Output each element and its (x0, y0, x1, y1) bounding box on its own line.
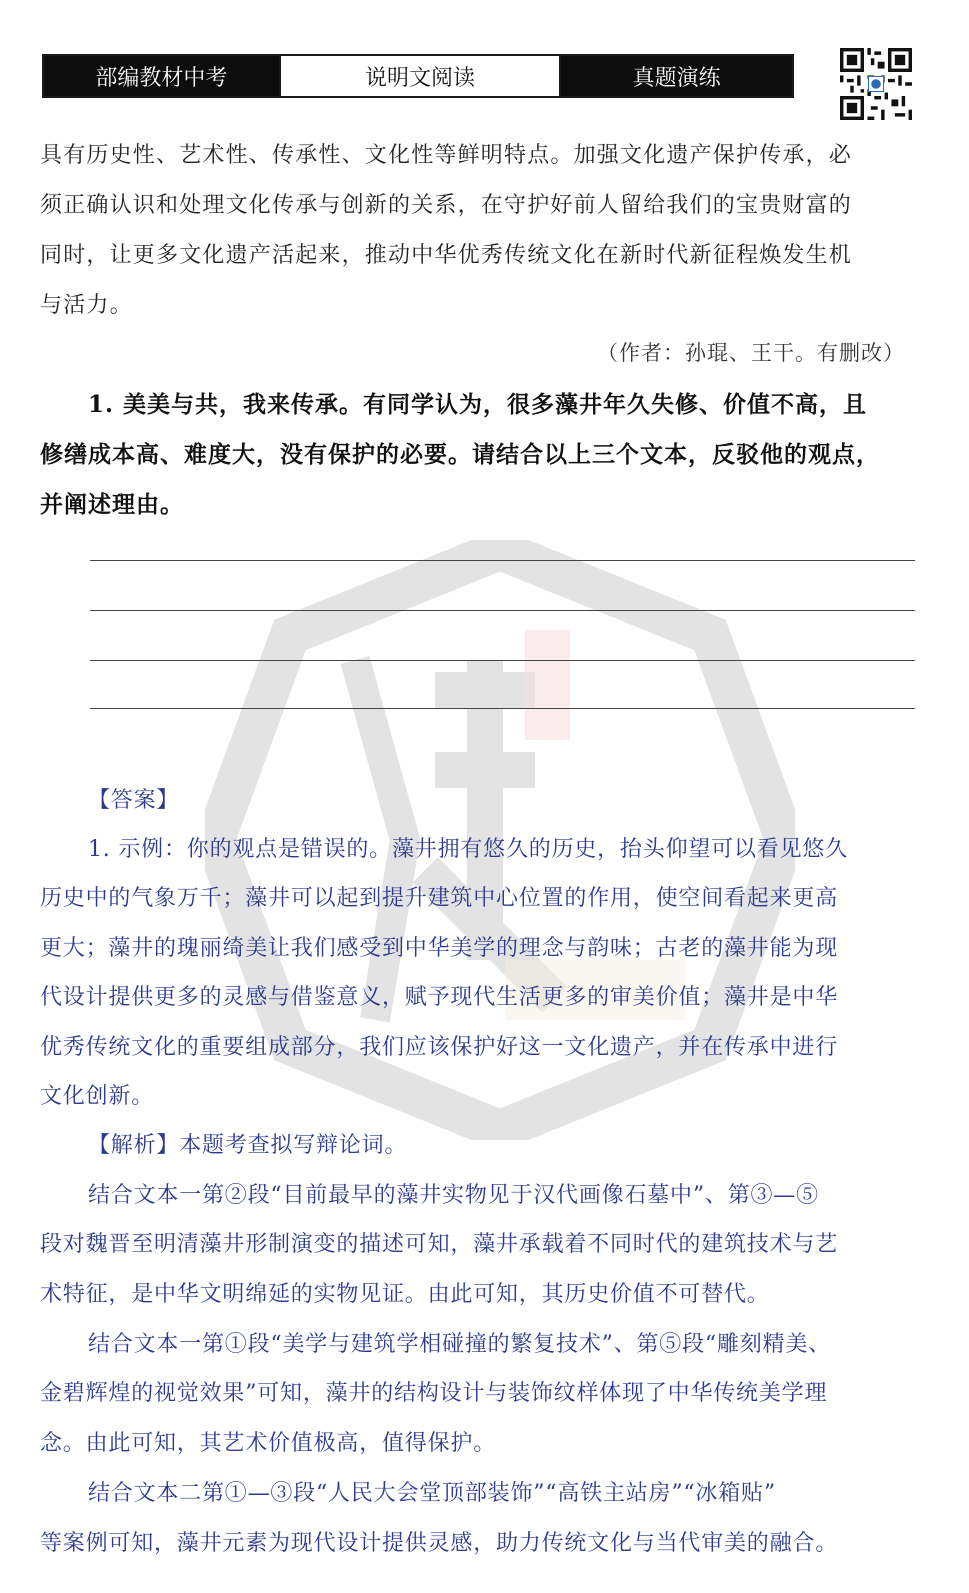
qr-code-icon (840, 48, 912, 120)
answer-line: 历史中的气象万千；藻井可以起到提升建筑中心位置的作用，使空间看起来更高 (40, 886, 839, 911)
attribution: （作者：孙琨、王干。有删改） (597, 341, 905, 365)
analysis-label: 【解析】 (88, 1133, 180, 1158)
header-title: 说明文阅读 (279, 56, 562, 96)
analysis-line: 结合文本二第①—③段“人民大会堂顶部装饰”“高铁主站房”“冰箱贴” (88, 1481, 776, 1506)
question-line: 并阐述理由。 (40, 491, 184, 518)
header-section: 真题演练 (561, 56, 792, 96)
analysis-intro: 本题考查拟写辩论词。 (179, 1133, 408, 1158)
answer-blank-line[interactable] (90, 560, 915, 561)
answer-blank-line[interactable] (90, 610, 915, 611)
header-bar (42, 54, 794, 98)
answer-line: 代设计提供更多的灵感与借鉴意义，赋予现代生活更多的审美价值；藻井是中华 (40, 985, 839, 1010)
question-line: 1. 美美与共，我来传承。有同学认为，很多藻井年久失修、价值不高，且 (88, 391, 868, 418)
analysis-line: 等案例可知，藻井元素为现代设计提供灵感，助力传统文化与当代审美的融合。 (40, 1531, 839, 1556)
passage-line: 具有历史性、艺术性、传承性、文化性等鲜明特点。加强文化遗产保护传承，必 (40, 143, 853, 168)
question-line: 修缮成本高、难度大，没有保护的必要。请结合以上三个文本，反驳他的观点， (40, 441, 880, 468)
header-category: 部编教材中考 (44, 56, 279, 96)
analysis-line: 金碧辉煌的视觉效果”可知，藻井的结构设计与装饰纹样体现了中华传统美学理 (40, 1381, 828, 1406)
analysis-line: 结合文本一第①段“美学与建筑学相碰撞的繁复技术”、第⑤段“雕刻精美、 (88, 1332, 831, 1357)
answer-line: 更大；藻井的瑰丽绮美让我们感受到中华美学的理念与韵味；古老的藻井能为现 (40, 936, 839, 961)
answer-label: 【答案】 (88, 788, 180, 813)
answer-blank-line[interactable] (90, 660, 915, 661)
analysis-heading (88, 1128, 918, 1159)
passage-line: 须正确认识和处理文化传承与创新的关系，在守护好前人留给我们的宝贵财富的 (40, 193, 853, 218)
passage-line: 同时，让更多文化遗产活起来，推动中华优秀传统文化在新时代新征程焕发生机 (40, 243, 853, 268)
analysis-line: 结合文本一第②段“目前最早的藻井实物见于汉代画像石墓中”、第③—⑤ (88, 1183, 819, 1208)
answer-line: 文化创新。 (40, 1084, 155, 1109)
answer-blank-line[interactable] (90, 708, 915, 709)
answer-line: 优秀传统文化的重要组成部分，我们应该保护好这一文化遗产，并在传承中进行 (40, 1035, 839, 1060)
analysis-line: 念。由此可知，其艺术价值极高，值得保护。 (40, 1431, 497, 1456)
answer-line: 1. 示例：你的观点是错误的。藻井拥有悠久的历史，抬头仰望可以看见悠久 (88, 837, 848, 862)
analysis-line: 段对魏晋至明清藻井形制演变的描述可知，藻井承载着不同时代的建筑技术与艺 (40, 1232, 839, 1257)
passage-line: 与活力。 (40, 293, 133, 318)
analysis-line: 术特征，是中华文明绵延的实物见证。由此可知，其历史价值不可替代。 (40, 1282, 770, 1307)
